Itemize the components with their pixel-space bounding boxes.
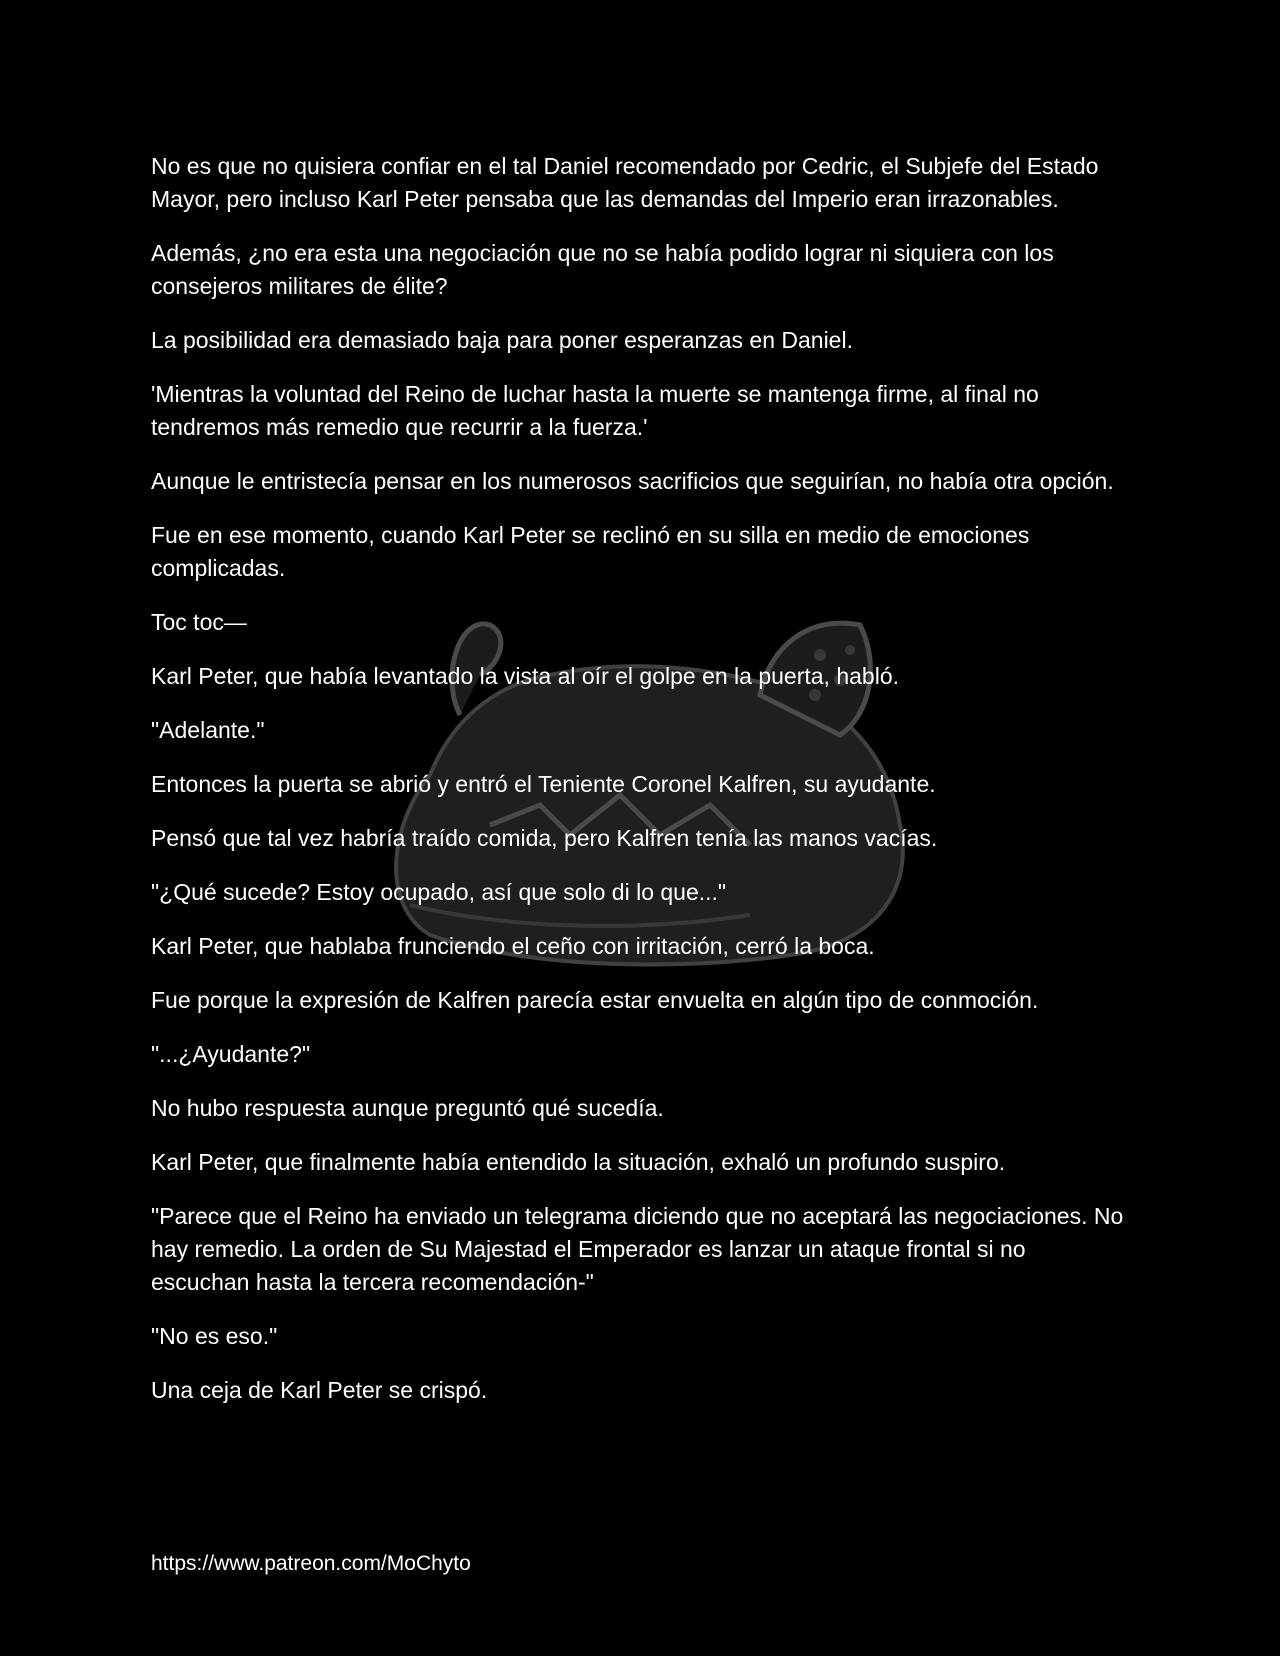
paragraph: Pensó que tal vez habría traído comida, pero Kalfren tenía las manos vacías. <box>151 825 938 851</box>
paragraph: Fue en ese momento, cuando Karl Peter se reclinó en su silla en medio de emociones complicadas. <box>151 522 1030 581</box>
paragraph: "¿Qué sucede? Estoy ocupado, así que solo di lo que..." <box>151 879 727 905</box>
paragraph: Fue porque la expresión de Kalfren parecía estar envuelta en algún tipo de conmoción. <box>151 987 1039 1013</box>
patreon-link[interactable]: https://www.patreon.com/MoChyto <box>151 1552 471 1575</box>
paragraph: "Adelante." <box>151 717 265 743</box>
paragraph: La posibilidad era demasiado baja para poner esperanzas en Daniel. <box>151 327 853 353</box>
paragraph: Karl Peter, que había levantado la vista al oír el golpe en la puerta, habló. <box>151 663 900 689</box>
paragraph: 'Mientras la voluntad del Reino de luchar hasta la muerte se mantenga firme, al final no tendremos más remedio que recurrir a la fuerza.' <box>151 381 1039 440</box>
paragraph: Toc toc— <box>151 609 247 635</box>
document-body <box>151 150 1126 1428</box>
paragraph: Una ceja de Karl Peter se crispó. <box>151 1377 488 1403</box>
paragraph: Karl Peter, que hablaba frunciendo el ceño con irritación, cerró la boca. <box>151 933 875 959</box>
paragraph: "...¿Ayudante?" <box>151 1041 311 1067</box>
paragraph: Karl Peter, que finalmente había entendido la situación, exhaló un profundo suspiro. <box>151 1149 1006 1175</box>
paragraph: Además, ¿no era esta una negociación que no se había podido lograr ni siquiera con los consejeros militares de élite? <box>151 240 1054 299</box>
paragraph: "Parece que el Reino ha enviado un telegrama diciendo que no aceptará las negociaciones. No hay remedio. La orden de Su Majestad el Emperador es lanzar un ataque frontal si no escuchan hasta la tercera recomendación-" <box>151 1203 1124 1295</box>
paragraph: "No es eso." <box>151 1323 278 1349</box>
paragraph: No es que no quisiera confiar en el tal Daniel recomendado por Cedric, el Subjefe del Estado Mayor, pero incluso Karl Peter pensaba que las demandas del Imperio eran irrazonables. <box>151 153 1099 212</box>
paragraph: No hubo respuesta aunque preguntó qué sucedía. <box>151 1095 664 1121</box>
paragraph: Aunque le entristecía pensar en los numerosos sacrificios que seguirían, no había otra opción. <box>151 468 1114 494</box>
paragraph: Entonces la puerta se abrió y entró el Teniente Coronel Kalfren, su ayudante. <box>151 771 936 797</box>
